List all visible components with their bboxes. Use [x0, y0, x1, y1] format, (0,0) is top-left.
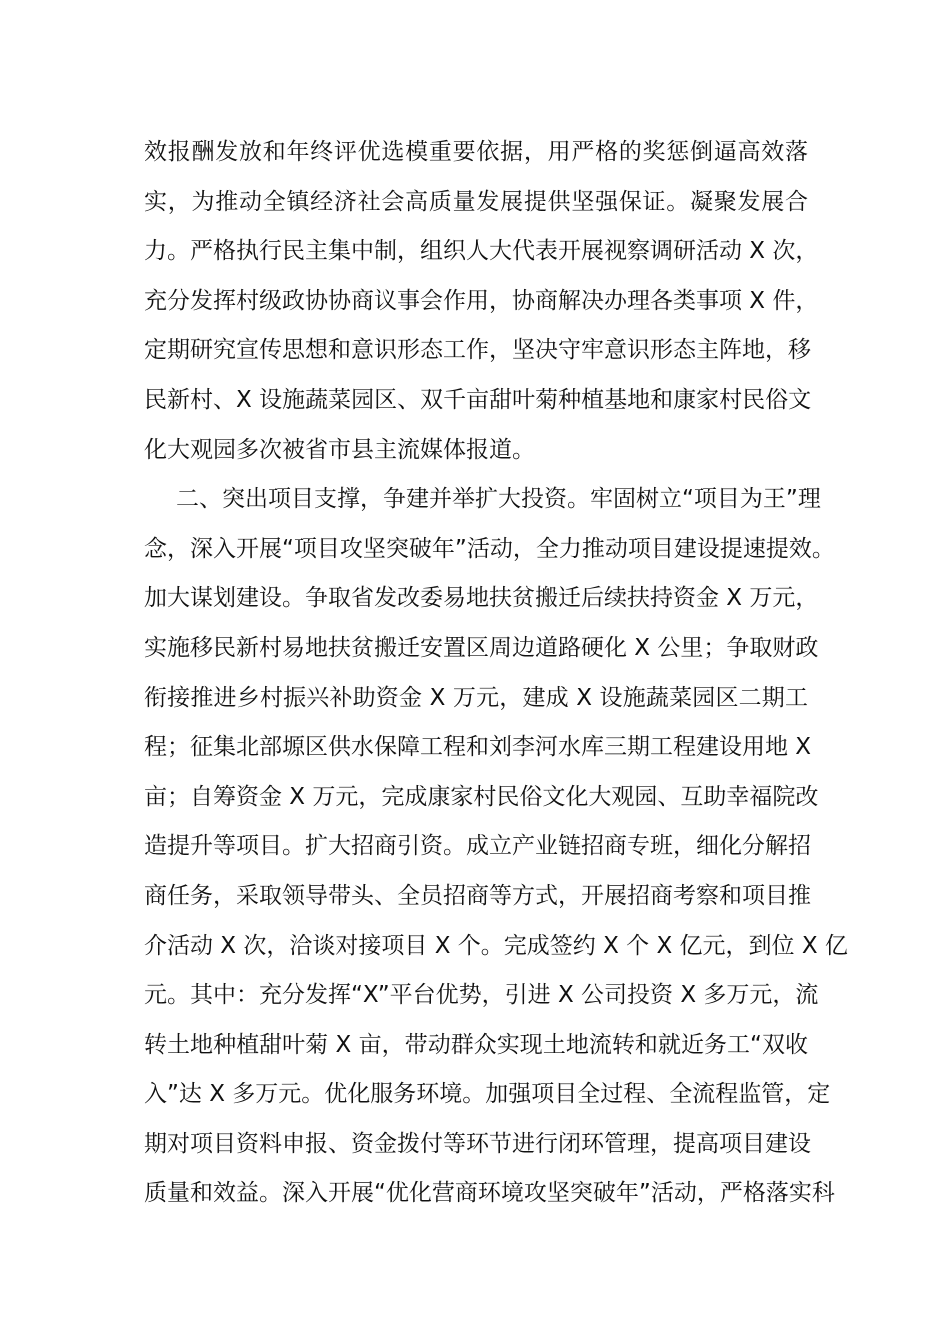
paragraph-1-line-4: 充分发挥村级政协协商议事会作用，协商解决办理各类事项 X 件，: [144, 287, 819, 314]
paragraph-2-line-4: 实施移民新村易地扶贫搬迁安置区周边道路硬化 X 公里；争取财政: [144, 634, 819, 661]
paragraph-2-line-8: 造提升等项目。扩大招商引资。成立产业链招商专班，细化分解招: [144, 833, 811, 860]
paragraph-2-line-10: 介活动 X 次，洽谈对接项目 X 个。完成签约 X 个 X 亿元，到位 X 亿: [144, 932, 848, 959]
paragraph-2-line-11: 元。其中：充分发挥“X”平台优势，引进 X 公司投资 X 多万元，流: [144, 982, 819, 1009]
paragraph-2-line-6: 程；征集北部塬区供水保障工程和刘李河水库三期工程建设用地 X: [144, 734, 812, 761]
paragraph-2-line-13: 入”达 X 多万元。优化服务环境。加强项目全过程、全流程监管，定: [144, 1081, 831, 1108]
paragraph-2-line-15: 质量和效益。深入开展“优化营商环境攻坚突破年”活动，严格落实科: [144, 1180, 835, 1207]
paragraph-2-line-12: 转土地种植甜叶菊 X 亩，带动群众实现土地流转和就近务工“双收: [144, 1031, 808, 1058]
paragraph-2-line-5: 衔接推进乡村振兴补助资金 X 万元，建成 X 设施蔬菜园区二期工: [144, 684, 808, 711]
paragraph-2-line-1: 二、突出项目支撑，争建并举扩大投资。牢固树立“项目为王”理: [176, 486, 821, 513]
paragraph-2-line-3: 加大谋划建设。争取省发改委易地扶贫搬迁后续扶持资金 X 万元，: [144, 585, 819, 612]
paragraph-1-line-7: 化大观园多次被省市县主流媒体报道。: [144, 436, 535, 463]
body-text: [144, 128, 848, 1219]
paragraph-2-line-2: 念，深入开展“项目攻坚突破年”活动，全力推动项目建设提速提效。: [144, 535, 835, 562]
paragraph-2-line-9: 商任务，采取领导带头、全员招商等方式，开展招商考察和项目推: [144, 882, 811, 909]
paragraph-1-line-1: 效报酬发放和年终评优选模重要依据，用严格的奖惩倒逼高效落: [144, 139, 808, 165]
paragraph-2-line-7: 亩；自筹资金 X 万元，完成康家村民俗文化大观园、互助幸福院改: [144, 783, 819, 810]
paragraph-2-line-14: 期对项目资料申报、资金拨付等环节进行闭环管理，提高项目建设: [144, 1130, 811, 1157]
paragraph-1-line-5: 定期研究宣传思想和意识形态工作，坚决守牢意识形态主阵地，移: [144, 337, 811, 364]
paragraph-1-line-6: 民新村、X 设施蔬菜园区、双千亩甜叶菊种植基地和康家村民俗文: [144, 386, 812, 413]
paragraph-1-line-3: 力。严格执行民主集中制，组织人大代表开展视察调研活动 X 次，: [144, 238, 819, 265]
paragraph-1-line-2: 实，为推动全镇经济社会高质量发展提供坚强保证。凝聚发展合: [144, 188, 808, 215]
